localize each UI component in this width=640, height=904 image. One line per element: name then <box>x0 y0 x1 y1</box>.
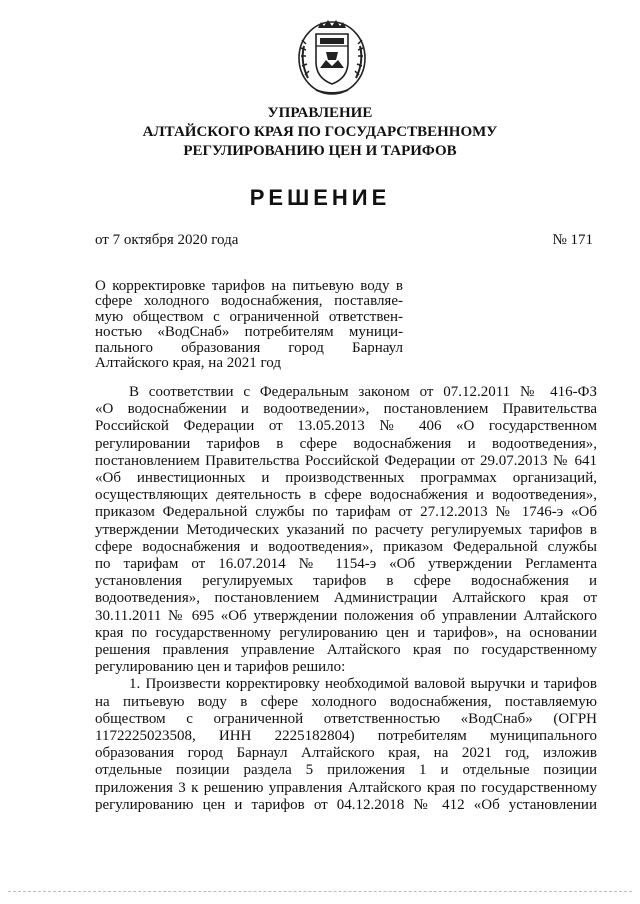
org-name-line-3: РЕГУЛИРОВАНИЮ ЦЕН И ТАРИФОВ <box>183 143 457 159</box>
body-line: 1172225023508, ИНН 2225182804) потребителям муниципального <box>95 728 597 745</box>
body-line: регулировании тарифов в сфере водоснабжения и водоотведения», <box>95 435 597 452</box>
body-line: приложения 3 к решению управления Алтайского края по государственному <box>95 779 597 796</box>
subject-line: мую обществом с ограниченной ответствен- <box>95 308 403 325</box>
body-line: «О водоснабжении и водоотведении», постановлением Правительства <box>95 401 597 418</box>
document-body <box>95 384 597 814</box>
coat-of-arms-icon <box>296 16 368 96</box>
body-line: регулированию цен и тарифов от 04.12.2018 № 412 «Об установлении <box>95 796 597 813</box>
subject-line: пального образования город Барнаул <box>95 339 403 356</box>
subject-line: ностью «ВодСнаб» потребителям муници- <box>95 324 403 341</box>
subject-line: сфере холодного водоснабжения, поставляе- <box>95 293 403 310</box>
body-line: приказом Федеральной службы по тарифам от 27.12.2013 № 1746-э «Об <box>95 504 597 521</box>
body-line: обществом с ограниченной ответственностью «ВодСнаб» (ОГРН <box>95 710 597 727</box>
body-line: края по государственному регулированию цен и тарифов», на основании <box>95 624 597 641</box>
org-name-line-1: УПРАВЛЕНИЕ <box>267 105 373 121</box>
document-title: РЕШЕНИЕ <box>249 185 391 210</box>
page-bottom-edge <box>8 891 632 892</box>
subject-line: О корректировке тарифов на питьевую воду в <box>95 278 403 294</box>
document-subject <box>95 279 403 371</box>
body-line: осуществляющих деятельность в сфере водоснабжения и водоотведения», <box>95 487 597 504</box>
document-number: № 171 <box>552 232 593 248</box>
body-line: по тарифам от 16.07.2014 № 1154-э «Об утверждении Регламента <box>95 556 597 573</box>
body-line: установления регулируемых тарифов в сфере водоснабжения и <box>95 573 597 590</box>
body-line: на питьевую воду в сфере холодного водоснабжения, поставляемую <box>95 693 597 710</box>
body-line: образования город Барнаул Алтайского края, на 2021 год, изложив <box>95 745 597 762</box>
body-line: водоотведения», постановлением Администрации Алтайского края от <box>95 590 597 607</box>
body-line: 1. Произвести корректировку необходимой валовой выручки и тарифов <box>129 676 597 693</box>
body-line: 30.11.2011 № 695 «Об утверждении положения об управлении Алтайского <box>95 607 597 624</box>
body-line: В соответствии с Федеральным законом от 07.12.2011 № 416-ФЗ <box>129 384 597 400</box>
body-line: постановлением Правительства Российской Федерации от 29.07.2013 № 641 <box>95 452 597 469</box>
subject-line: Алтайского края, на 2021 год <box>95 355 281 372</box>
body-line: Российской Федерации от 13.05.2013 № 406 «О государственном <box>95 418 597 435</box>
document-date: от 7 октября 2020 года <box>95 232 239 248</box>
body-line: отдельные позиции раздела 5 приложения 1 и отдельные позиции <box>95 762 597 779</box>
body-line: утверждении Методических указаний по расчету регулируемых тарифов в <box>95 521 597 538</box>
body-line: сфере водоснабжения и водоотведения», приказом Федеральной службы <box>95 538 597 555</box>
body-line: решения правления управление Алтайского края по государственному <box>95 642 597 659</box>
body-line: «Об инвестиционных и производственных программах организаций, <box>95 470 597 487</box>
body-line: регулированию цен и тарифов решило: <box>95 659 346 676</box>
org-name-line-2: АЛТАЙСКОГО КРАЯ ПО ГОСУДАРСТВЕННОМУ <box>142 124 498 140</box>
